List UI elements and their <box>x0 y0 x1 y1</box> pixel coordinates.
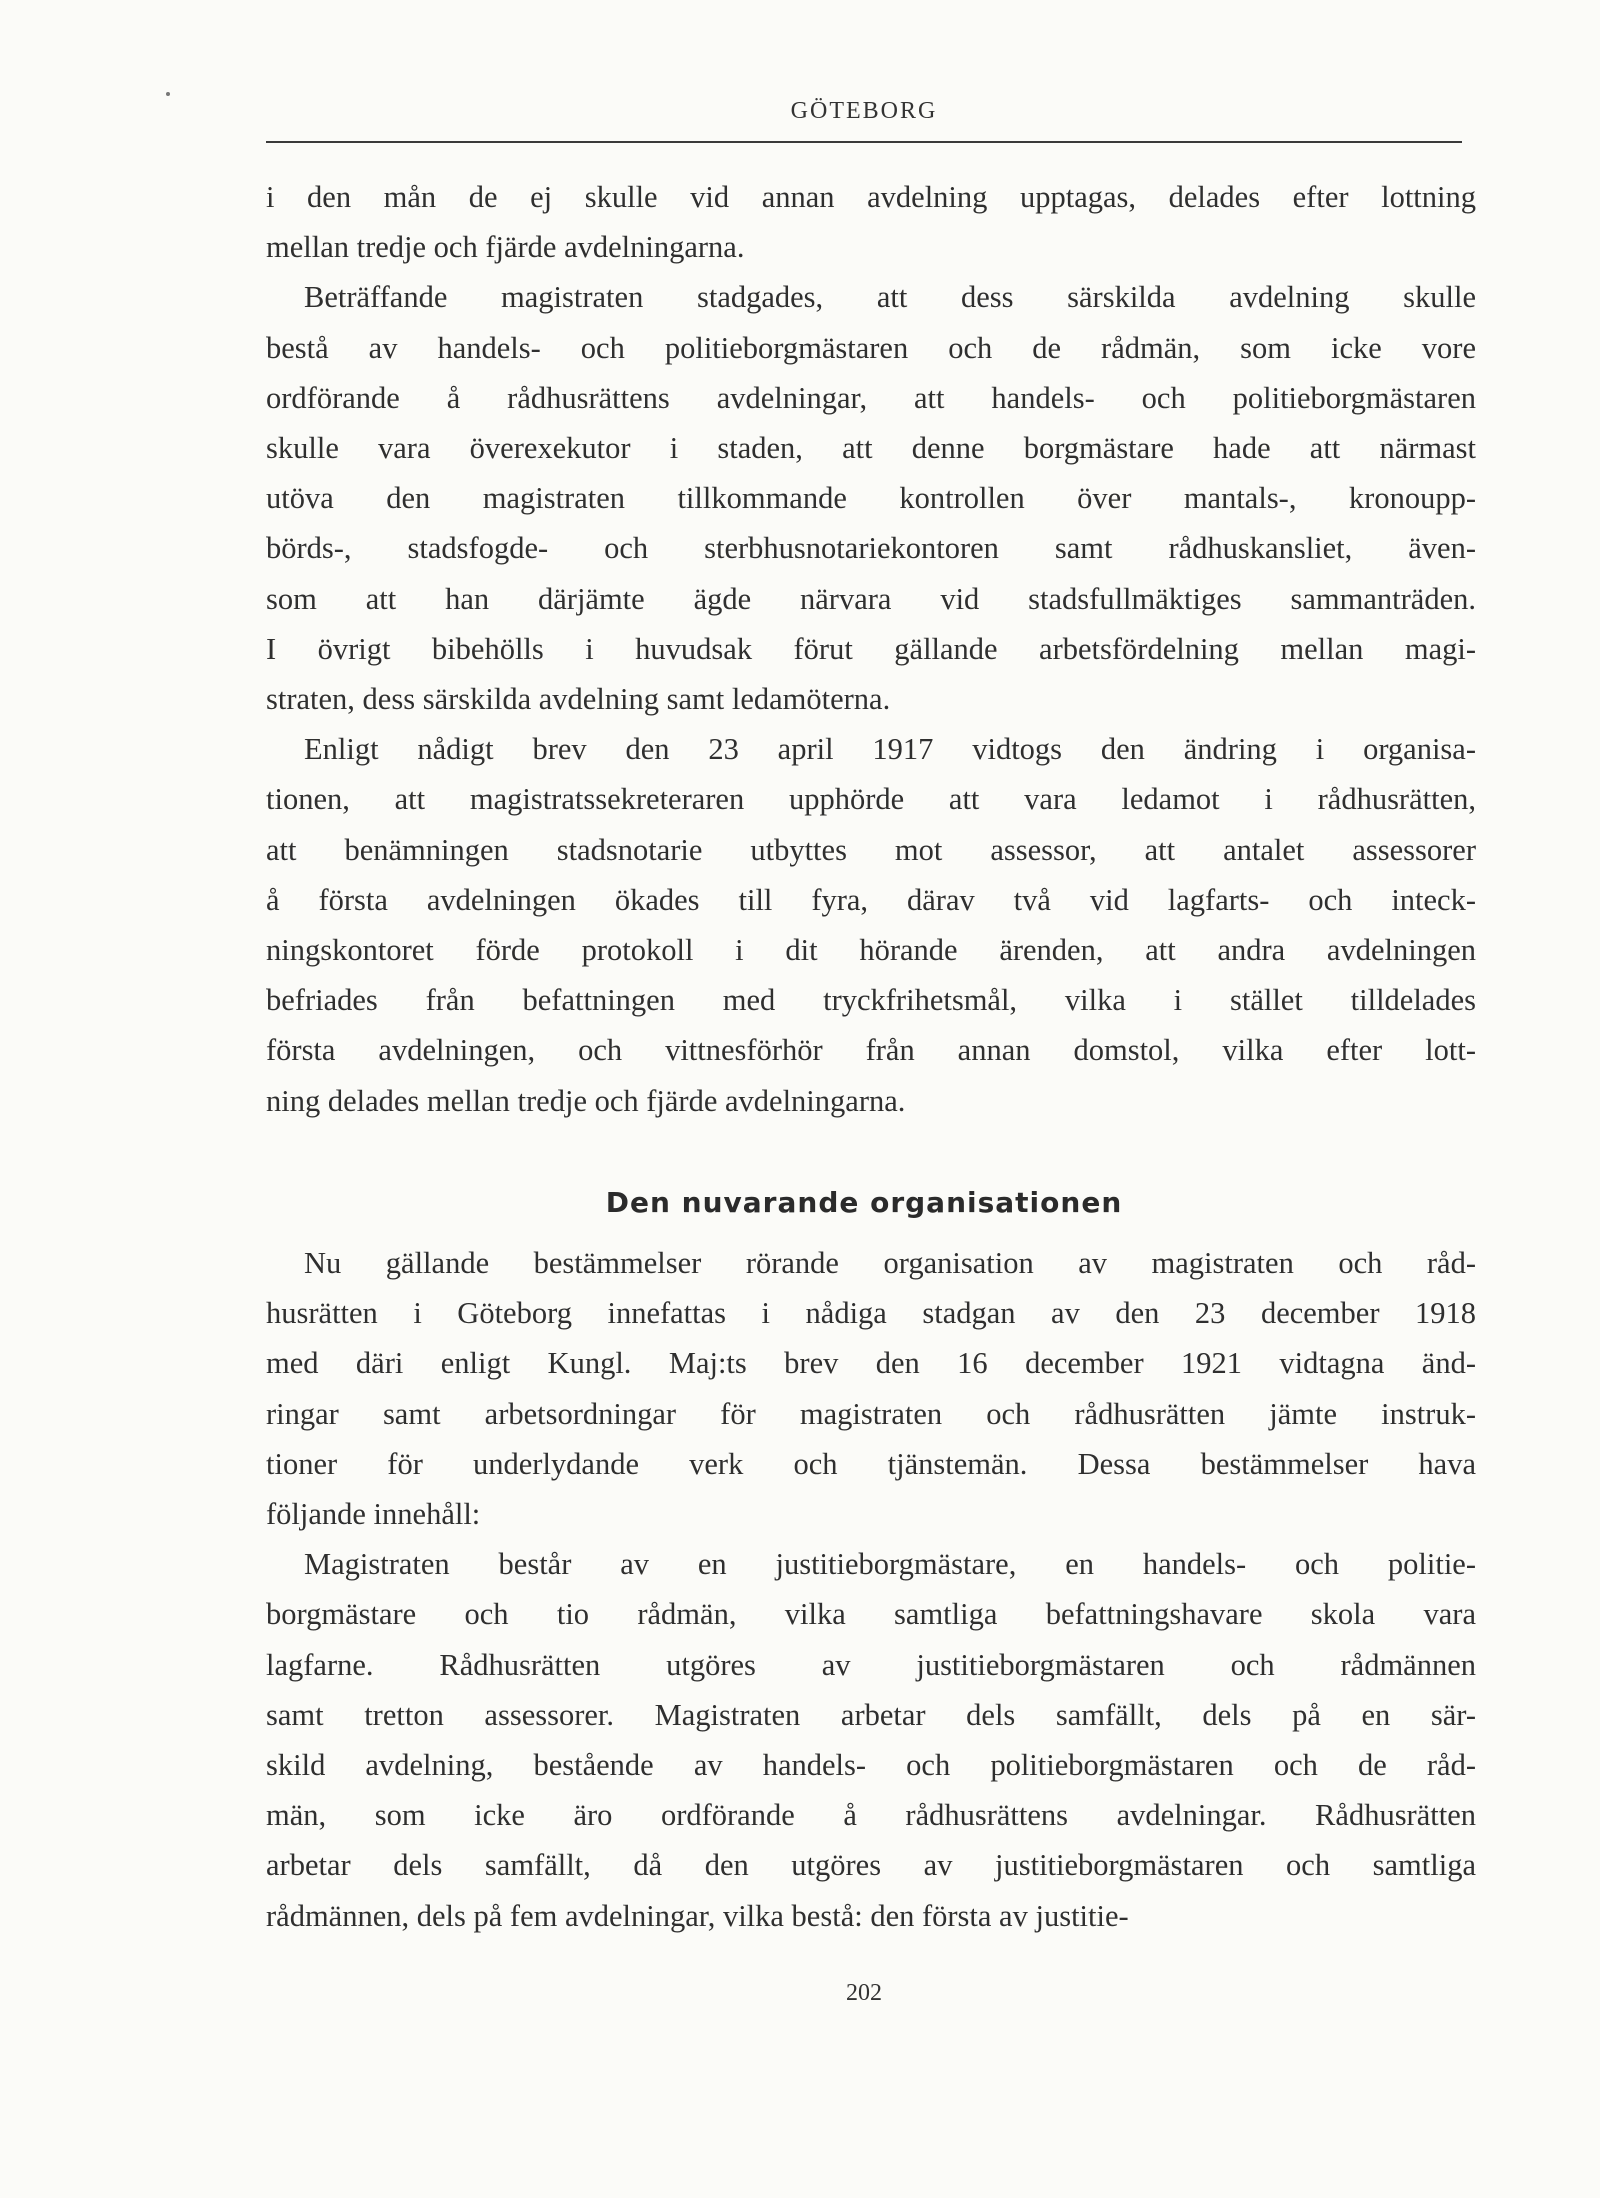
section-heading: Den nuvarande organisationen <box>605 1186 1123 1219</box>
text-line: skild avdelning, bestående av handels- och politieborgmästaren och de råd- <box>266 1748 1476 1783</box>
text-line: ordförande å rådhusrättens avdelningar, att handels- och politieborgmästaren <box>266 380 1476 415</box>
text-line: skulle vara överexekutor i staden, att denne borgmästare hade att närmast <box>266 431 1476 466</box>
text-line: straten, dess särskilda avdelning samt ledamöterna. <box>266 682 891 717</box>
text-line: utöva den magistraten tillkommande kontrollen över mantals-, kronoupp- <box>266 481 1476 516</box>
text-line: samt tretton assessorer. Magistraten arbetar dels samfällt, dels på en sär- <box>266 1697 1476 1732</box>
text-line: tionen, att magistratssekreteraren upphörde att vara ledamot i rådhusrätten, <box>266 782 1476 817</box>
text-line: i den mån de ej skulle vid annan avdelning upptagas, delades efter lottning <box>266 180 1476 214</box>
text-line: befriades från befattningen med tryckfrihetsmål, vilka i stället tilldelades <box>266 983 1476 1018</box>
text-line: ringar samt arbetsordningar för magistraten och rådhusrätten jämte instruk- <box>266 1396 1476 1431</box>
text-line: arbetar dels samfällt, då den utgöres av justitieborgmästaren och samtliga <box>266 1848 1476 1883</box>
text-line: Enligt nådigt brev den 23 april 1917 vidtogs den ändring i organisa- <box>304 732 1476 767</box>
text-line: rådmännen, dels på fem avdelningar, vilka bestå: den första av justitie- <box>266 1898 1129 1933</box>
text-line: som att han därjämte ägde närvara vid stadsfullmäktiges sammanträden. <box>266 581 1476 616</box>
text-line: män, som icke äro ordförande å rådhusrättens avdelningar. Rådhusrätten <box>266 1798 1476 1833</box>
text-line: första avdelningen, och vittnesförhör från annan domstol, vilka efter lott- <box>266 1033 1476 1068</box>
text-line: bestå av handels- och politieborgmästaren och de rådmän, som icke vore <box>266 330 1476 365</box>
page-number: 202 <box>846 1980 882 2006</box>
text-line: med däri enligt Kungl. Maj:ts brev den 16 december 1921 vidtagna änd- <box>266 1346 1476 1381</box>
text-line: börds-, stadsfogde- och sterbhusnotariekontoren samt rådhuskansliet, även- <box>266 531 1476 566</box>
text-line: å första avdelningen ökades till fyra, därav två vid lagfarts- och inteck- <box>266 882 1476 917</box>
text-line: husrätten i Göteborg innefattas i nådiga stadgan av den 23 december 1918 <box>266 1296 1476 1331</box>
text-line: följande innehåll: <box>266 1497 481 1532</box>
text-line: Magistraten består av en justitieborgmästare, en handels- och politie- <box>304 1547 1476 1582</box>
text-line: Beträffande magistraten stadgades, att dess särskilda avdelning skulle <box>304 280 1476 315</box>
text-line: att benämningen stadsnotarie utbyttes mot assessor, att antalet assessorer <box>266 832 1476 867</box>
scan-speck <box>166 92 170 96</box>
running-head: GÖTEBORG <box>790 98 938 124</box>
body-text-bottom <box>266 1238 1476 1941</box>
text-line: lagfarne. Rådhusrätten utgöres av justitieborgmästaren och rådmännen <box>266 1647 1476 1682</box>
body-text-top <box>266 172 1476 1126</box>
text-line: ning delades mellan tredje och fjärde avdelningarna. <box>266 1083 906 1118</box>
header-rule <box>266 141 1462 143</box>
text-line: tioner för underlydande verk och tjänstemän. Dessa bestämmelser hava <box>266 1446 1476 1481</box>
text-line: borgmästare och tio rådmän, vilka samtliga befattningshavare skola vara <box>266 1597 1476 1632</box>
text-line: ningskontoret förde protokoll i dit hörande ärenden, att andra avdelningen <box>266 933 1476 968</box>
text-line: I övrigt bibehölls i huvudsak förut gällande arbetsfördelning mellan magi- <box>266 631 1476 666</box>
text-line: Nu gällande bestämmelser rörande organisation av magistraten och råd- <box>304 1246 1476 1280</box>
text-line: mellan tredje och fjärde avdelningarna. <box>266 230 745 265</box>
